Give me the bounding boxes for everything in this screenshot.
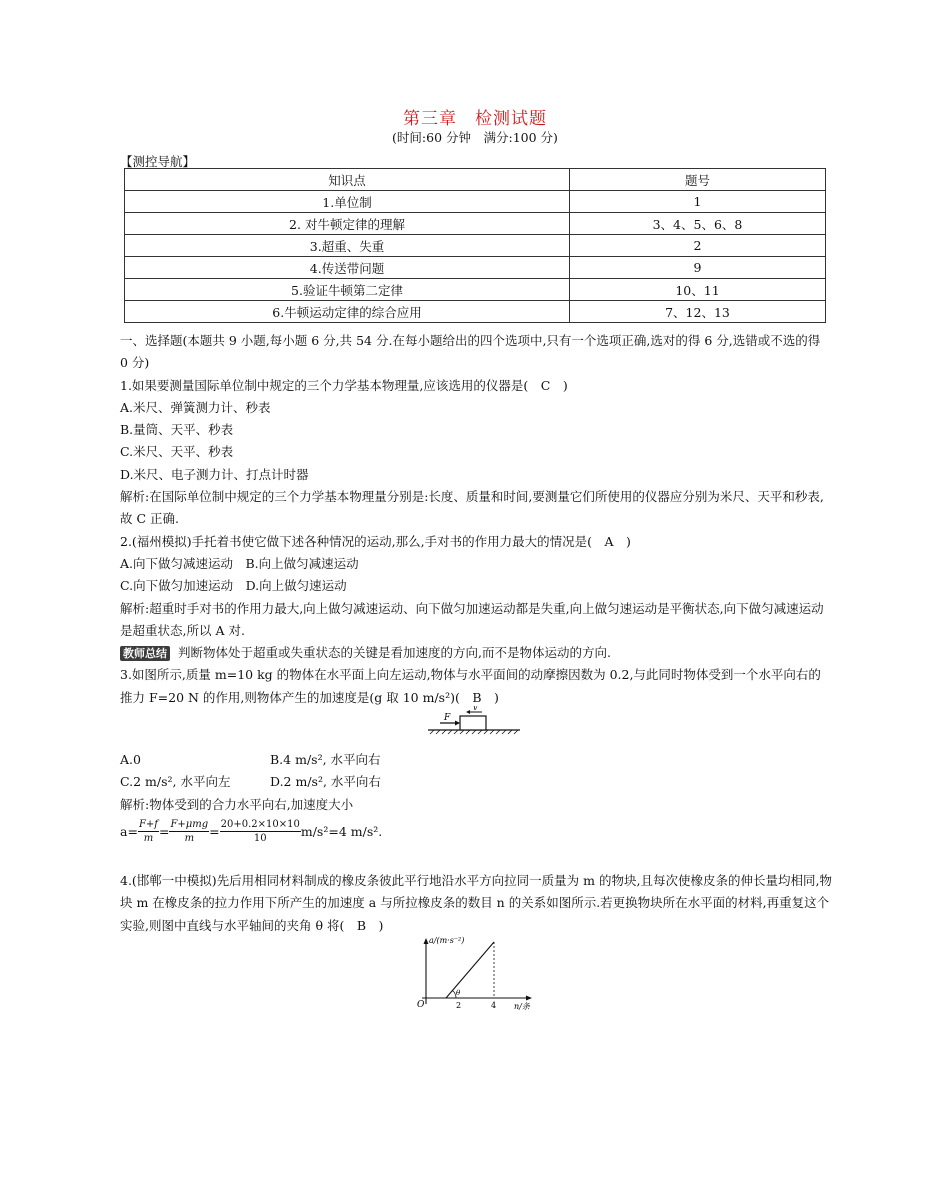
- table-cell: 2. 对牛顿定律的理解: [125, 213, 570, 235]
- q1-stem: 1.如果要测量国际单位制中规定的三个力学基本物理量,应该选用的仪器是( C ): [120, 377, 568, 393]
- teacher-summary-badge: 教师总结: [120, 646, 170, 661]
- table-row: [125, 301, 826, 323]
- table-cell: 6.牛顿运动定律的综合应用: [125, 301, 570, 323]
- q3-analysis: 解析:物体受到的合力水平向右,加速度大小: [120, 796, 354, 812]
- q4-fig-x-label: n/条: [514, 1002, 530, 1010]
- q4-block: [120, 870, 832, 937]
- table-row: [125, 213, 826, 235]
- q2-analysis: 解析:超重时手对书的作用力最大,向上做匀减速运动、向下做匀加速运动都是失重,向上做匀速运动是平衡状态,向下做匀减速运动是超重状态,所以 A 对.: [120, 600, 824, 638]
- q4-stem: 4.(邯郸一中模拟)先后用相同材料制成的橡皮条彼此平行地沿水平方向拉同一质量为 m 的物块,且每次使橡皮条的伸长量均相同,物块 m 在橡皮条的拉力作用下所产生的加速度 a 与所拉橡皮条的数目 n 的关系如图所示.若更换物块所在水平面的材料,再重复这个实验,则图中直线与水平轴间的夹角 θ 将( B ): [120, 873, 832, 933]
- q2-options-cd: C.向下做匀加速运动 D.向上做匀速运动: [120, 578, 347, 594]
- q3-option-c: C.2 m/s², 水平向左: [120, 774, 231, 790]
- formula-fraction-1: [138, 818, 159, 845]
- formula-fraction-3: [220, 818, 301, 845]
- frac-den: m: [184, 833, 195, 844]
- q1-option-c: C.米尺、天平、秒表: [120, 444, 234, 460]
- section-intro: 一、选择题(本题共 9 小题,每小题 6 分,共 54 分.在每小题给出的四个选项中,只有一个选项正确,选对的得 6 分,选错或不选的得 0 分): [120, 333, 821, 371]
- q3-block-figure: [428, 706, 520, 736]
- q3-fig-velocity-label: v: [473, 706, 478, 712]
- page-title: 第三章 检测试题: [403, 109, 547, 129]
- table-cell: 2: [570, 235, 826, 257]
- q3-option-a: A.0: [120, 752, 141, 768]
- q3-options-ab: [120, 749, 832, 771]
- formula-tail: m/s²=4 m/s².: [300, 824, 383, 839]
- formula-eq: =: [209, 824, 220, 839]
- table-cell: 10、11: [570, 279, 826, 301]
- q3-fig-force-label: F: [444, 713, 451, 723]
- table-header: 题号: [570, 169, 826, 191]
- nav-label: 【测控导航】: [120, 154, 196, 169]
- q1-analysis: 解析:在国际单位制中规定的三个力学基本物理量分别是:长度、质量和时间,要测量它们所使用的仪器应分别为米尺、天平和秒表,故 C 正确.: [120, 489, 824, 527]
- table-row: [125, 191, 826, 213]
- q3-stem: 3.如图所示,质量 m=10 kg 的物体在水平面上向左运动,物体与水平面间的动摩擦因数为 0.2,与此同时物体受到一个水平向右的推力 F=20 N 的作用,则物体产生的加速度是(g 取 10 m/s²)( B ): [120, 667, 821, 705]
- table-row: [125, 235, 826, 257]
- frac-den: 10: [253, 833, 267, 844]
- table-cell: 4.传送带问题: [125, 257, 570, 279]
- q3-options-cd: [120, 771, 832, 793]
- table-cell: 3.超重、失重: [125, 235, 570, 257]
- frac-num: F+f: [138, 819, 158, 830]
- frac-num: 20+0.2×10×10: [220, 819, 300, 830]
- table-header: 知识点: [125, 169, 570, 191]
- q4-fig-origin: O: [417, 1000, 425, 1010]
- table-row: [125, 257, 826, 279]
- q4-fig-tick: 4: [491, 1001, 497, 1010]
- q4-graph-figure: [410, 932, 540, 1010]
- q3-formula: [120, 818, 382, 854]
- q2-summary: 判断物体处于超重或失重状态的关键是看加速度的方向,而不是物体运动的方向.: [178, 645, 611, 661]
- table-cell: 1.单位制: [125, 191, 570, 213]
- page-subtitle: (时间:60 分钟 满分:100 分): [392, 130, 558, 145]
- knowledge-table: [124, 168, 826, 323]
- table-cell: 7、12、13: [570, 301, 826, 323]
- frac-den: m: [143, 833, 154, 844]
- q3-option-d: D.2 m/s², 水平向右: [270, 774, 381, 790]
- q4-fig-y-label: a/(m·s⁻²): [429, 936, 465, 945]
- questions-body: [120, 330, 832, 816]
- table-cell: 5.验证牛顿第二定律: [125, 279, 570, 301]
- frac-num: F+μmg: [170, 819, 209, 830]
- q2-summary-line: [120, 642, 832, 664]
- q3-option-b: B.4 m/s², 水平向右: [270, 752, 381, 768]
- table-row: [125, 279, 826, 301]
- formula-lead: a=: [120, 824, 138, 839]
- q1-option-b: B.量筒、天平、秒表: [120, 422, 234, 438]
- formula-eq: =: [158, 824, 170, 839]
- q4-fig-tick: 2: [456, 1001, 462, 1010]
- table-cell: 9: [570, 257, 826, 279]
- q1-option-a: A.米尺、弹簧测力计、秒表: [120, 399, 271, 415]
- q2-options-ab: A.向下做匀减速运动 B.向上做匀减速运动: [120, 555, 359, 571]
- q4-fig-angle: θ: [456, 989, 461, 997]
- table-cell: 3、4、5、6、8: [570, 213, 826, 235]
- q1-option-d: D.米尺、电子测力计、打点计时器: [120, 466, 309, 482]
- q2-stem: 2.(福州模拟)手托着书使它做下述各种情况的运动,那么,手对书的作用力最大的情况是( A ): [120, 533, 631, 549]
- table-cell: 1: [570, 191, 826, 213]
- formula-fraction-2: [169, 818, 209, 845]
- table-header-row: [125, 169, 826, 191]
